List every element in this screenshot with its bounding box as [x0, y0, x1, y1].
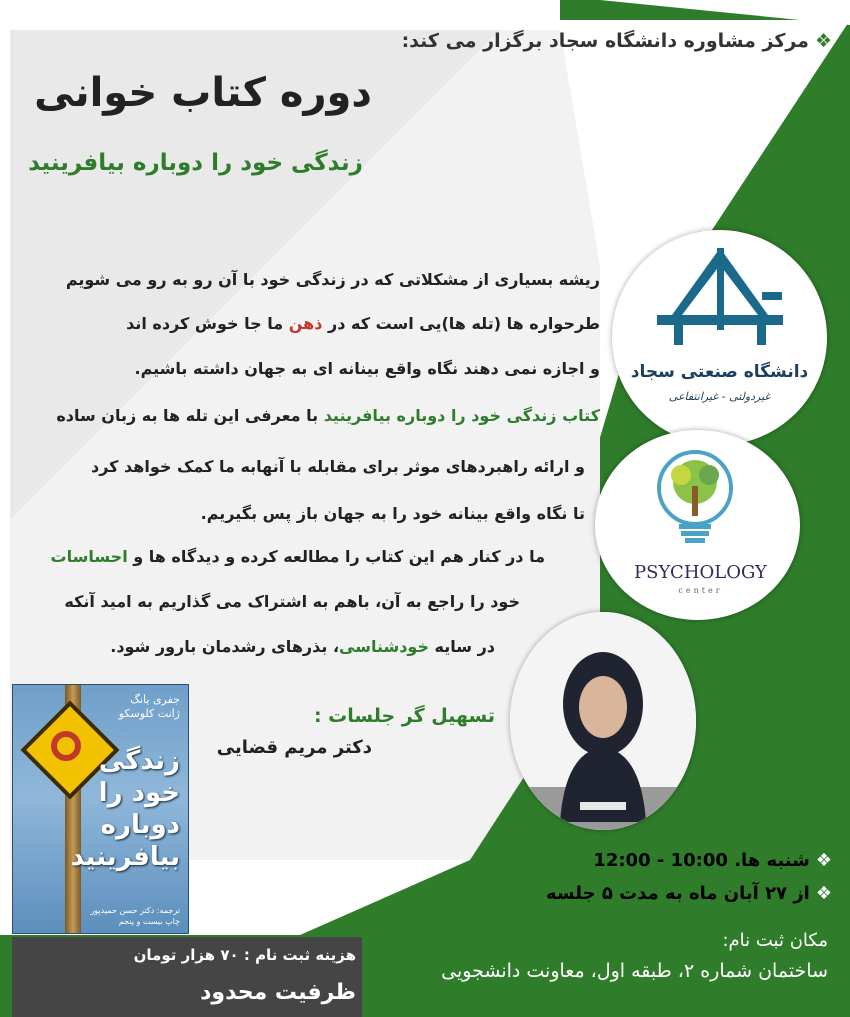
location-label: مکان ثبت نام:	[722, 930, 828, 951]
book-authors: جفری یانگ ژانت کلوسکو	[118, 693, 180, 720]
university-name: دانشگاه صنعتی سجاد	[630, 362, 809, 382]
diamond-bullet-icon: ❖	[815, 850, 832, 871]
description-line-7: ما در کنار هم این کتاب را مطالعه کرده و دیدگاه ها و احساسات	[50, 547, 545, 566]
description-line-9: در سایه خودشناسی، بذرهای رشدمان بارور شود.	[110, 637, 495, 656]
facilitator-name: دکتر مریم قضایی	[216, 737, 372, 758]
schedule-start: ❖از ۲۷ آبان ماه به مدت ۵ جلسه	[546, 883, 832, 904]
description-line-6: تا نگاه واقع بینانه خود را به جهان باز پس بگیریم.	[200, 504, 585, 523]
description-line-3: و اجازه نمی دهند نگاه واقع بینانه ای به جهان داشته باشیم.	[134, 359, 600, 378]
schedule-days: ❖شنبه ها. 10:00 - 12:00	[593, 850, 832, 871]
page-subtitle: زندگی خود را دوباره بیافرینید	[28, 150, 363, 176]
description-line-2: طرحواره ها (تله ها)یی است که در ذهن ما جا خوش کرده اند	[126, 314, 600, 333]
facilitator-photo	[510, 612, 696, 830]
page-title: دوره کتاب خوانی	[34, 70, 372, 116]
location-value: ساختمان شماره ۲، طبقه اول، معاونت دانشجویی	[441, 960, 828, 982]
description-line-5: و ارائه راهبردهای موثر برای مقابله با آنهابه ما کمک خواهد کرد	[90, 457, 585, 476]
book-title: زندگی خود را دوباره بیافرینید	[70, 746, 180, 872]
description-line-8: خود را راجع به آن، باهم به اشتراک می گذاریم به امید آنکه	[64, 592, 520, 611]
facilitator-portrait-image	[510, 612, 696, 830]
university-logo-circle	[612, 230, 827, 445]
university-tagline: غیردولتی - غیرانتفاعی	[668, 390, 771, 403]
psychology-center-circle	[595, 430, 800, 620]
description-line-4: کتاب زندگی خود را دوباره بیافرینید با معرفی این تله ها به زبان ساده	[56, 406, 600, 425]
book-cover	[12, 684, 189, 934]
book-footer: ترجمه: دکتر حسن حمیدپور چاپ بیست و پنجم	[90, 906, 180, 926]
organizer-line: ❖مرکز مشاوره دانشگاه سجاد برگزار می کند:	[401, 30, 832, 52]
registration-fee: هزینه ثبت نام : ۷۰ هزار تومان	[133, 946, 356, 964]
facilitator-label: تسهیل گر جلسات :	[313, 705, 495, 727]
psychology-sub: center	[678, 586, 723, 595]
limited-capacity: ظرفیت محدود	[200, 980, 356, 1005]
psychology-name: PSYCHOLOGY	[634, 562, 767, 583]
diamond-bullet-icon: ❖	[814, 30, 832, 52]
diamond-bullet-icon: ❖	[815, 883, 832, 904]
description-line-1: ریشه بسیاری از مشکلاتی که در زندگی خود با آن رو به رو می شویم	[65, 270, 600, 289]
